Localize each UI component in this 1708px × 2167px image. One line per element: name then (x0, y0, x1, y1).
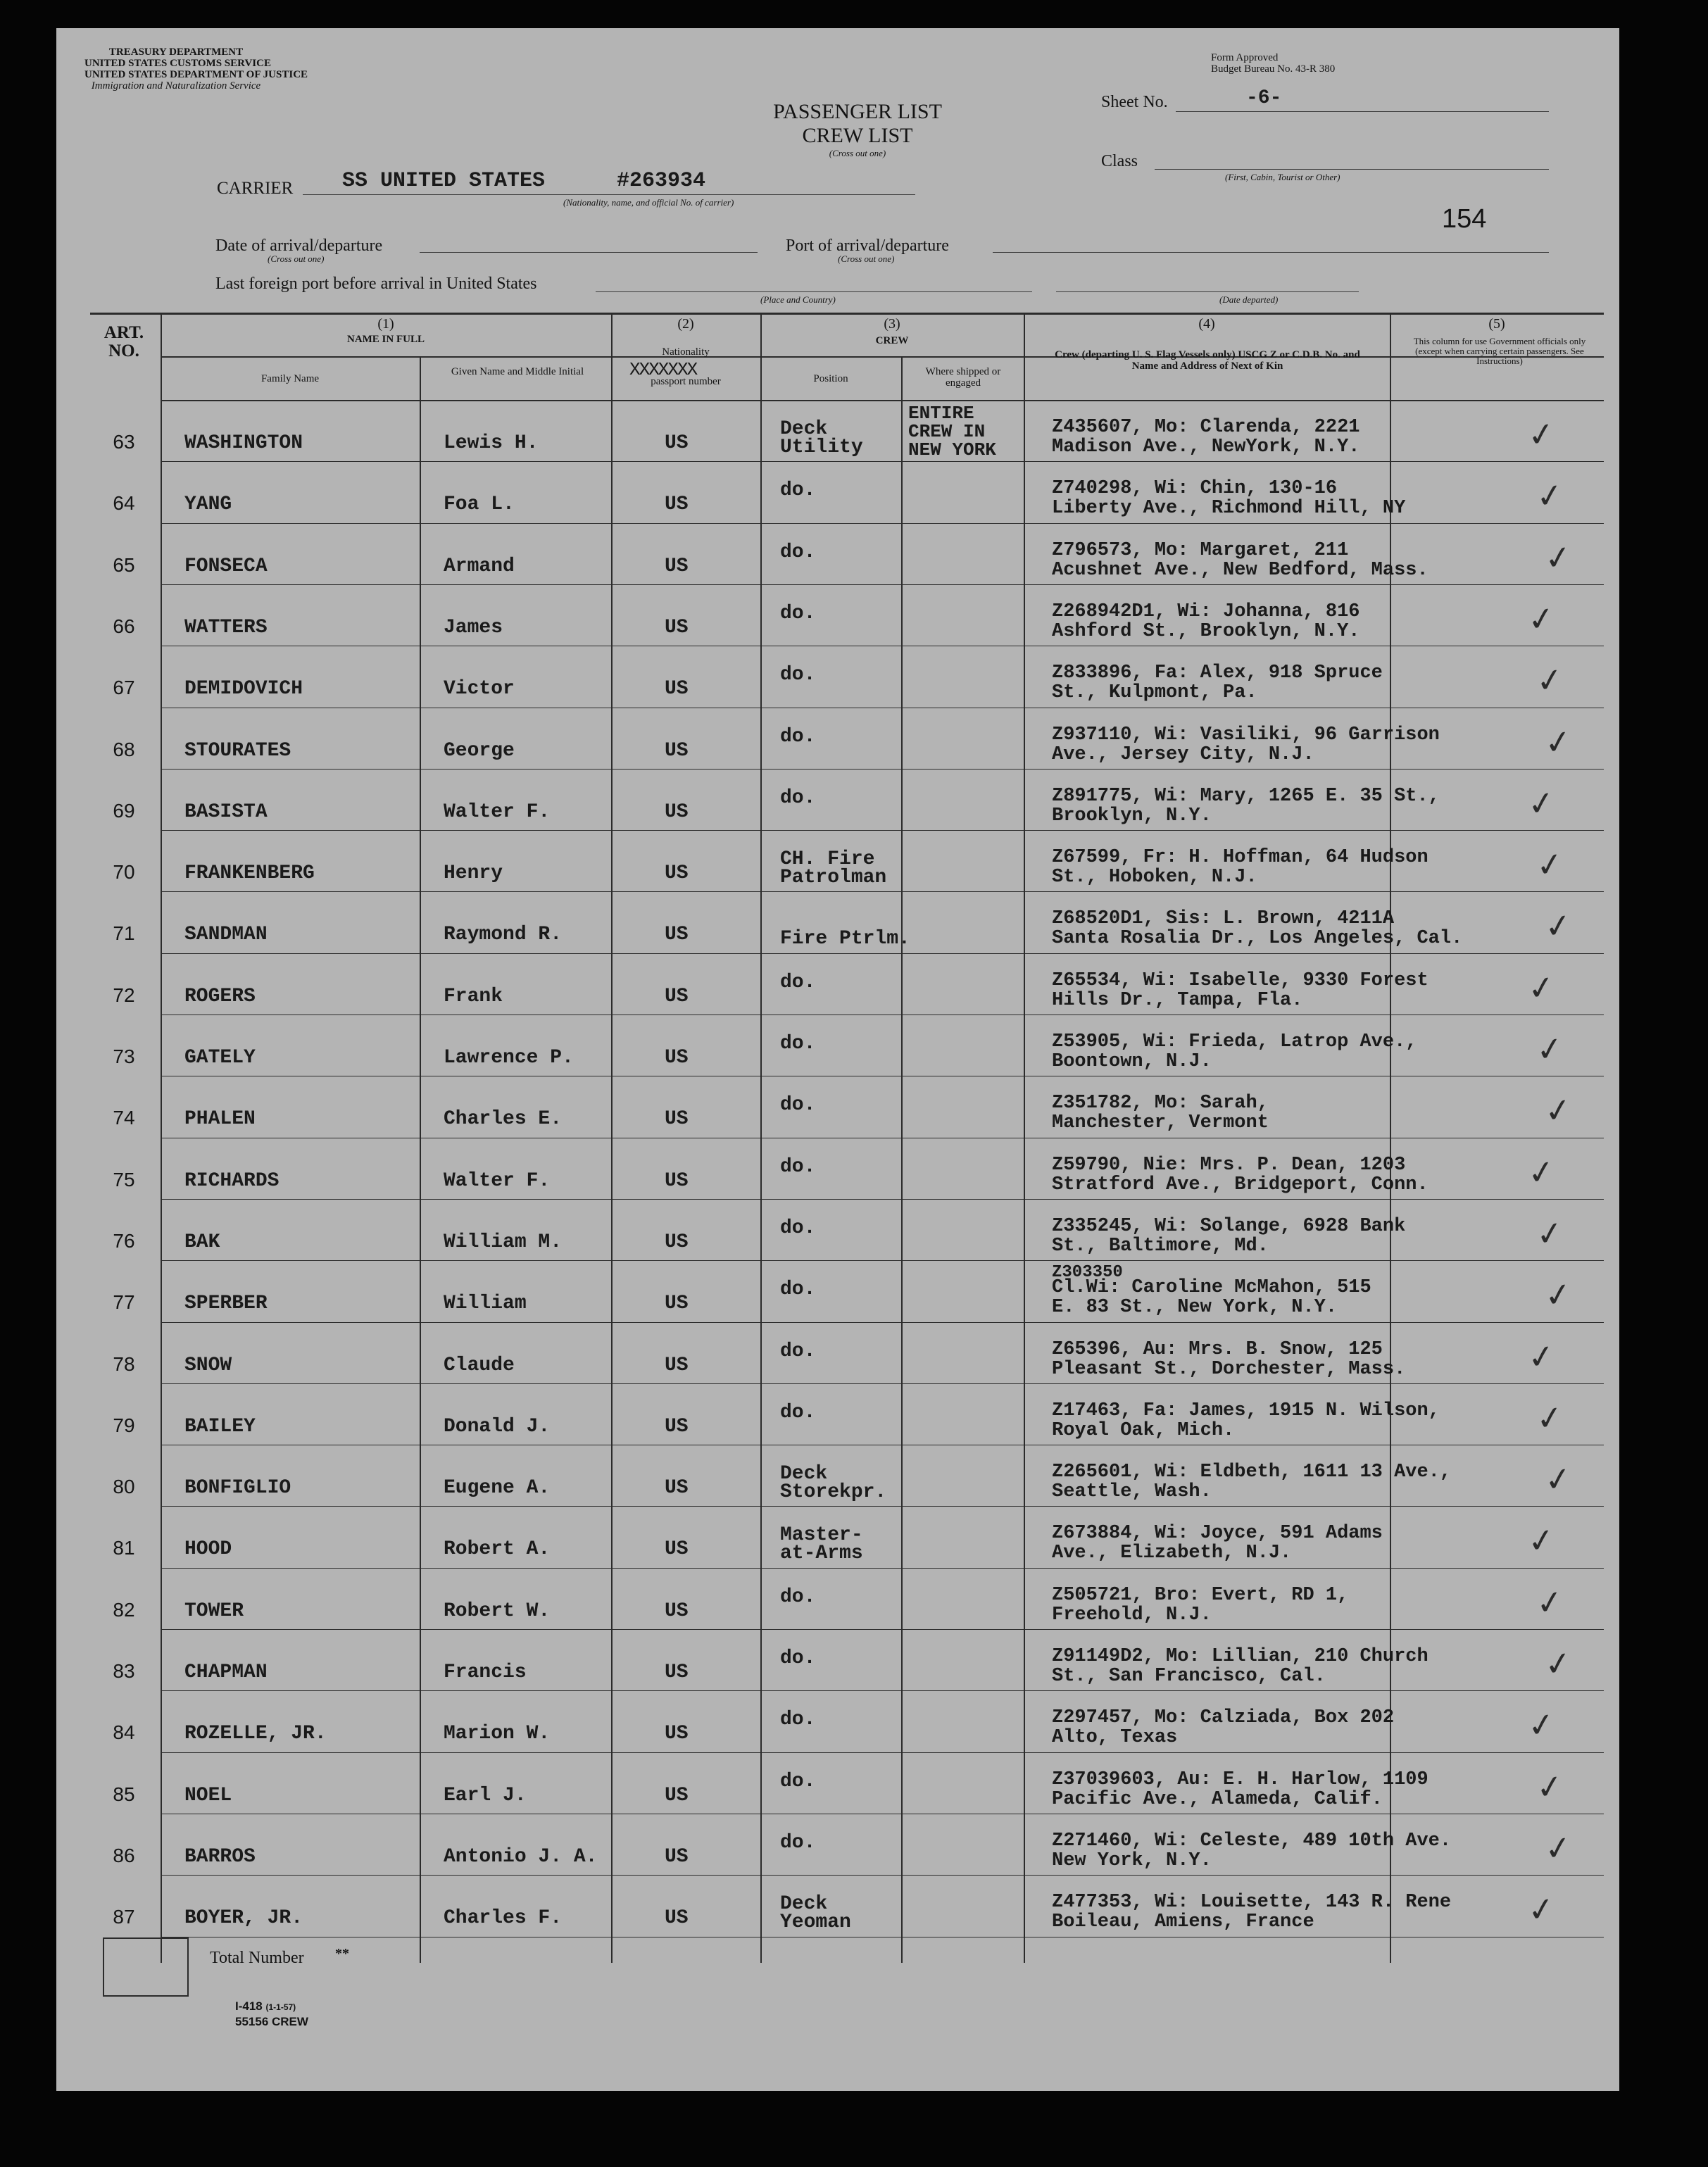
kin-struck-number: Z303350 (1052, 1263, 1123, 1283)
nationality: US (665, 1169, 689, 1192)
next-of-kin-address: Seattle, Wash. (1052, 1481, 1212, 1503)
art-no: 83 (113, 1660, 135, 1682)
art-no: 82 (113, 1598, 135, 1621)
family-name: SPERBER (184, 1293, 268, 1315)
art-no: 79 (113, 1414, 135, 1436)
next-of-kin: Z53905, Wi: Frieda, Latrop Ave., (1052, 1031, 1417, 1053)
nationality: US (665, 1477, 689, 1500)
position: do. (780, 1585, 816, 1608)
nationality: US (665, 1600, 689, 1622)
nationality: US (665, 862, 689, 885)
next-of-kin: Cl.Wi: Caroline McMahon, 515 (1052, 1277, 1371, 1299)
nationality: US (665, 678, 689, 701)
family-name: DEMIDOVICH (184, 678, 303, 701)
nationality: US (665, 1784, 689, 1807)
entire-crew-line: ENTIRE (908, 403, 974, 424)
next-of-kin-address: Pleasant St., Dorchester, Mass. (1052, 1358, 1406, 1380)
form-date: (1-1-57) (265, 2002, 296, 2012)
col-rule-given (420, 358, 421, 1963)
position: do. (780, 725, 816, 748)
date-departed-line (1056, 291, 1359, 292)
col3-num: (3) (884, 316, 900, 332)
nationality: US (665, 1662, 689, 1683)
nationality: US (665, 555, 689, 577)
position-line2: Fire Ptrlm. (780, 928, 910, 950)
crew-header: CREW (875, 335, 909, 346)
art-no: 76 (113, 1229, 135, 1252)
col-rule-where (901, 358, 903, 1963)
row-rule (161, 1690, 1604, 1691)
art-no: 85 (113, 1783, 135, 1805)
check-mark-icon: ✓ (1525, 1519, 1558, 1562)
next-of-kin: Z477353, Wi: Louisette, 143 R. Rene (1052, 1892, 1452, 1914)
family-name: WATTERS (184, 616, 268, 639)
cross-out-hint: (Cross out one) (829, 148, 886, 158)
check-mark-icon: ✓ (1525, 413, 1558, 456)
check-mark-icon: ✓ (1525, 782, 1558, 824)
nationality: US (665, 432, 689, 454)
given-name: Robert W. (444, 1600, 551, 1622)
nationality: US (665, 924, 689, 946)
agency-line: UNITED STATES CUSTOMS SERVICE (84, 58, 271, 69)
position-line2: Storekpr. (780, 1481, 887, 1504)
nationality: US (665, 1231, 689, 1253)
row-rule (161, 1629, 1604, 1630)
given-name: Antonio J. A. (444, 1845, 598, 1868)
nationality: US (665, 616, 689, 639)
position: do. (780, 1279, 816, 1301)
nationality: US (665, 1415, 689, 1438)
next-of-kin: Z351782, Mo: Sarah, (1052, 1093, 1269, 1114)
col2-num: (2) (677, 316, 694, 332)
family-name: STOURATES (184, 739, 291, 762)
check-mark-icon: ✓ (1533, 1028, 1566, 1070)
next-of-kin: Z17463, Fa: James, 1915 N. Wilson, (1052, 1400, 1440, 1421)
art-no: 87 (113, 1906, 135, 1928)
col1-title: NAME IN FULL (346, 334, 425, 345)
check-mark-icon: ✓ (1525, 967, 1558, 1009)
art-no: 78 (113, 1352, 135, 1375)
nationality: US (665, 1723, 689, 1745)
position: do. (780, 1155, 816, 1178)
row-rule (161, 891, 1604, 892)
art-no: 70 (113, 861, 135, 884)
family-name-header: Family Name (260, 373, 320, 384)
next-of-kin: Z796573, Mo: Margaret, 211 (1052, 539, 1349, 561)
next-of-kin-address: Pacific Ave., Alameda, Calif. (1052, 1788, 1383, 1810)
date-departed-hint: (Date departed) (1219, 294, 1279, 305)
check-mark-icon: ✓ (1542, 1089, 1575, 1131)
next-of-kin-address: New York, N.Y. (1052, 1849, 1212, 1871)
row-rule (161, 1383, 1604, 1384)
family-name: PHALEN (184, 1108, 256, 1131)
nationality-header: Nationality (662, 346, 710, 358)
row-rule (161, 1568, 1604, 1569)
next-of-kin-address: Santa Rosalia Dr., Los Angeles, Cal. (1052, 928, 1463, 950)
next-of-kin-address: Liberty Ave., Richmond Hill, NY (1052, 498, 1406, 520)
given-name: Claude (444, 1354, 515, 1376)
last-port-label: Last foreign port before arrival in United States (215, 275, 537, 293)
agency-line: TREASURY DEPARTMENT (108, 46, 244, 58)
check-mark-icon: ✓ (1525, 1336, 1558, 1377)
nationality: US (665, 1354, 689, 1376)
family-name: CHAPMAN (184, 1662, 268, 1683)
next-of-kin-address: Freehold, N.J. (1052, 1604, 1212, 1626)
nationality: US (665, 1108, 689, 1131)
date-line (420, 252, 758, 253)
given-name: Earl J. (444, 1784, 527, 1807)
form-approved (1211, 52, 1335, 75)
row-rule (161, 1875, 1604, 1876)
position: Master- (780, 1524, 863, 1547)
position: do. (780, 786, 816, 809)
next-of-kin-address: Ashford St., Brooklyn, N.Y. (1052, 620, 1360, 642)
family-name: HOOD (184, 1538, 232, 1561)
next-of-kin: Z335245, Wi: Solange, 6928 Bank (1052, 1215, 1406, 1237)
position: do. (780, 1831, 816, 1854)
art-no: 68 (113, 738, 135, 760)
check-mark-icon: ✓ (1525, 1888, 1558, 1930)
total-box (103, 1937, 189, 1997)
row-rule (161, 1199, 1604, 1200)
next-of-kin-address: Madison Ave., NewYork, N.Y. (1052, 436, 1360, 458)
art-no-header: ART. NO. (103, 323, 144, 360)
check-mark-icon: ✓ (1542, 1458, 1575, 1500)
col1-num: (1) (377, 316, 394, 332)
nationality: US (665, 1047, 689, 1069)
nationality: US (665, 985, 689, 1007)
port-hint: (Cross out one) (838, 253, 895, 264)
art-no: 80 (113, 1476, 135, 1498)
nationality: US (665, 1538, 689, 1561)
family-name: YANG (184, 494, 232, 516)
check-mark-icon: ✓ (1542, 905, 1575, 947)
col-rule-crew (760, 314, 762, 1963)
nationality: US (665, 739, 689, 762)
given-name: Robert A. (444, 1538, 551, 1561)
next-of-kin: Z937110, Wi: Vasiliki, 96 Garrison (1052, 724, 1440, 746)
next-of-kin: Z740298, Wi: Chin, 130-16 (1052, 478, 1338, 500)
art-no: 77 (113, 1291, 135, 1314)
position: do. (780, 1340, 816, 1362)
col5-num: (5) (1488, 316, 1505, 332)
art-no: 75 (113, 1168, 135, 1191)
given-name: Lewis H. (444, 432, 539, 454)
row-rule (161, 830, 1604, 831)
next-of-kin-address: Brooklyn, N.Y. (1052, 805, 1212, 827)
page-number: 154 (1442, 204, 1487, 234)
given-name: Charles F. (444, 1907, 563, 1930)
art-no: 81 (113, 1537, 135, 1559)
given-name: Victor (444, 678, 515, 701)
next-of-kin: Z91149D2, Mo: Lillian, 210 Church (1052, 1646, 1428, 1667)
art-no: 66 (113, 615, 135, 637)
sheet-value: -6- (1246, 87, 1282, 109)
form-approved-line: Budget Bureau No. 43-R 380 (1211, 63, 1336, 75)
row-rule (161, 1322, 1604, 1323)
where-shipped-header: Where shipped or engaged (925, 366, 1001, 389)
next-of-kin: Z37039603, Au: E. H. Harlow, 1109 (1052, 1769, 1428, 1790)
form-code: 55156 CREW (235, 2015, 308, 2028)
next-of-kin-address: Ave., Elizabeth, N.J. (1052, 1543, 1292, 1564)
agency-line: UNITED STATES DEPARTMENT OF JUSTICE (84, 69, 308, 80)
check-mark-icon: ✓ (1542, 721, 1575, 762)
col4-num: (4) (1198, 316, 1215, 332)
position: do. (780, 1033, 816, 1055)
last-port-line (596, 291, 1032, 292)
art-no: 71 (113, 922, 135, 945)
col5-title: This column for use Government officials only (except when carrying certain passengers. See Instructions) (1413, 336, 1586, 366)
family-name: SANDMAN (184, 924, 268, 946)
row-rule (161, 584, 1604, 585)
carrier-hint: (Nationality, name, and official No. of carrier) (563, 197, 734, 208)
port-line (993, 252, 1549, 253)
family-name: GATELY (184, 1047, 256, 1069)
title-passenger: PASSENGER LIST (773, 100, 942, 123)
form-approved-line: Form Approved (1211, 52, 1279, 63)
row-rule (161, 769, 1604, 770)
nationality: US (665, 1907, 689, 1930)
position: Deck (780, 1463, 828, 1486)
check-mark-icon: ✓ (1533, 1766, 1566, 1808)
row-rule (161, 523, 1604, 524)
position: Deck (780, 1893, 828, 1916)
next-of-kin: Z67599, Fr: H. Hoffman, 64 Hudson (1052, 847, 1428, 869)
art-no: 64 (113, 492, 135, 515)
carrier-value: SS UNITED STATES (342, 169, 546, 193)
sheet-line (1176, 111, 1549, 112)
next-of-kin: Z673884, Wi: Joyce, 591 Adams (1052, 1523, 1383, 1545)
form-number (235, 1999, 296, 2014)
check-mark-icon: ✓ (1533, 475, 1566, 517)
next-of-kin-address: Stratford Ave., Bridgeport, Conn. (1052, 1174, 1428, 1195)
given-name: Foa L. (444, 494, 515, 516)
row-rule (161, 1506, 1604, 1507)
position: do. (780, 1217, 816, 1239)
nationality: US (665, 1293, 689, 1315)
check-mark-icon: ✓ (1533, 1212, 1566, 1255)
next-of-kin: Z68520D1, Sis: L. Brown, 4211A (1052, 908, 1395, 930)
given-name: Henry (444, 862, 503, 885)
passport-header: passport number (651, 376, 721, 387)
family-name: BOYER, JR. (184, 1907, 303, 1930)
place-hint: (Place and Country) (760, 294, 836, 305)
check-mark-icon: ✓ (1525, 1151, 1558, 1193)
row-rule (161, 1260, 1604, 1261)
carrier-label: CARRIER (217, 179, 294, 198)
check-mark-icon: ✓ (1533, 1581, 1566, 1623)
family-name: ROZELLE, JR. (184, 1723, 327, 1745)
next-of-kin-address: E. 83 St., New York, N.Y. (1052, 1297, 1338, 1319)
given-name: Donald J. (444, 1415, 551, 1438)
carrier-line (303, 194, 915, 195)
carrier-number: #263934 (617, 169, 706, 193)
check-mark-icon: ✓ (1525, 1704, 1558, 1746)
check-mark-icon: ✓ (1533, 1397, 1566, 1439)
agency-block (84, 46, 308, 92)
position-header: Position (813, 373, 848, 384)
check-mark-icon: ✓ (1542, 536, 1575, 579)
position-line2: Yeoman (780, 1911, 851, 1934)
col-rule-kin (1024, 314, 1025, 1963)
next-of-kin-address: Ave., Jersey City, N.J. (1052, 743, 1314, 765)
class-line (1155, 169, 1549, 170)
next-of-kin-address: Acushnet Ave., New Bedford, Mass. (1052, 559, 1428, 581)
given-name: Francis (444, 1662, 527, 1683)
given-name: Charles E. (444, 1108, 563, 1131)
family-name: TOWER (184, 1600, 244, 1622)
next-of-kin-address: Hills Dr., Tampa, Fla. (1052, 989, 1303, 1011)
next-of-kin-address: St., Baltimore, Md. (1052, 1235, 1269, 1257)
art-no: 72 (113, 984, 135, 1006)
next-of-kin-address: Boileau, Amiens, France (1052, 1911, 1314, 1933)
next-of-kin: Z59790, Nie: Mrs. P. Dean, 1203 (1052, 1154, 1406, 1176)
family-name: BAK (184, 1231, 220, 1253)
next-of-kin: Z268942D1, Wi: Johanna, 816 (1052, 601, 1360, 622)
position-line2: Patrolman (780, 867, 887, 889)
next-of-kin: Z435607, Mo: Clarenda, 2221 (1052, 417, 1360, 438)
crew-list-form (56, 28, 1619, 2091)
position: do. (780, 1709, 816, 1731)
header-bottom-rule (161, 400, 1604, 401)
position: do. (780, 1401, 816, 1424)
next-of-kin: Z265601, Wi: Eldbeth, 1611 13 Ave., (1052, 1462, 1452, 1483)
nationality: US (665, 1845, 689, 1868)
next-of-kin-address: Manchester, Vermont (1052, 1112, 1269, 1134)
next-of-kin: Z891775, Wi: Mary, 1265 E. 35 St., (1052, 785, 1440, 807)
family-name: FRANKENBERG (184, 862, 315, 885)
family-name: BARROS (184, 1845, 256, 1868)
art-no: 74 (113, 1107, 135, 1129)
total-label: Total Number (210, 1949, 304, 1967)
art-no: 69 (113, 799, 135, 822)
class-hint: (First, Cabin, Tourist or Other) (1225, 172, 1340, 182)
given-name: Marion W. (444, 1723, 551, 1745)
row-rule (161, 953, 1604, 954)
position-line2: at-Arms (780, 1543, 863, 1565)
given-name: Walter F. (444, 1169, 551, 1192)
position: CH. Fire (780, 848, 875, 871)
family-name: RICHARDS (184, 1169, 280, 1192)
struck-text: XXXXXXX (629, 359, 697, 380)
col4-title: Crew (departing U. S. Flag Vessels only) USCG Z or C.D.B. No. and Name and Address of Next of Kin (1055, 349, 1360, 372)
row-rule (161, 461, 1604, 462)
subheader-rule (161, 356, 1604, 358)
family-name: SNOW (184, 1354, 232, 1376)
family-name: BASISTA (184, 800, 268, 823)
art-no: 73 (113, 1045, 135, 1067)
given-name: Raymond R. (444, 924, 563, 946)
date-hint: (Cross out one) (268, 253, 325, 264)
next-of-kin: Z65534, Wi: Isabelle, 9330 Forest (1052, 969, 1428, 991)
row-rule (161, 1752, 1604, 1753)
family-name: BONFIGLIO (184, 1477, 291, 1500)
next-of-kin-address: Alto, Texas (1052, 1727, 1178, 1749)
next-of-kin-address: Boontown, N.J. (1052, 1051, 1212, 1072)
check-mark-icon: ✓ (1533, 659, 1566, 701)
given-name-header: Given Name and Middle Initial (451, 366, 584, 377)
check-mark-icon: ✓ (1533, 843, 1566, 886)
entire-crew-line: NEW YORK (908, 439, 996, 460)
given-name: Eugene A. (444, 1477, 551, 1500)
table-top-rule (90, 313, 1604, 315)
art-no: 86 (113, 1844, 135, 1866)
given-name: William M. (444, 1231, 563, 1253)
position: do. (780, 1094, 816, 1117)
family-name: FONSECA (184, 555, 268, 577)
check-mark-icon: ✓ (1542, 1827, 1575, 1869)
position-line2: Utility (780, 436, 863, 458)
entire-crew-note (908, 404, 996, 459)
position: do. (780, 1770, 816, 1792)
next-of-kin-address: Royal Oak, Mich. (1052, 1419, 1235, 1441)
form-number-text: I-418 (235, 1999, 263, 2013)
art-no: 84 (113, 1721, 135, 1744)
next-of-kin-address: St., Hoboken, N.J. (1052, 867, 1257, 888)
given-name: Walter F. (444, 800, 551, 823)
family-name: BAILEY (184, 1415, 256, 1438)
col-rule-nat (611, 314, 613, 1963)
class-label: Class (1101, 152, 1138, 170)
agency-line: Immigration and Naturalization Service (91, 80, 261, 92)
family-name: WASHINGTON (184, 432, 303, 454)
col-rule-name (161, 314, 162, 1963)
position: do. (780, 541, 816, 563)
title-crew: CREW LIST (802, 124, 913, 147)
given-name: William (444, 1293, 527, 1315)
position: do. (780, 664, 816, 686)
family-name: NOEL (184, 1784, 232, 1807)
next-of-kin-address: St., San Francisco, Cal. (1052, 1666, 1326, 1687)
given-name: Frank (444, 985, 503, 1007)
given-name: Lawrence P. (444, 1047, 574, 1069)
given-name: Armand (444, 555, 515, 577)
next-of-kin: Z297457, Mo: Calziada, Box 202 (1052, 1707, 1395, 1729)
check-mark-icon: ✓ (1542, 1274, 1575, 1316)
date-label: Date of arrival/departure (215, 237, 383, 255)
sheet-label: Sheet No. (1101, 93, 1168, 111)
position: do. (780, 602, 816, 624)
position: do. (780, 971, 816, 993)
next-of-kin-address: St., Kulpmont, Pa. (1052, 682, 1257, 704)
position: do. (780, 1647, 816, 1669)
next-of-kin: Z505721, Bro: Evert, RD 1, (1052, 1584, 1349, 1606)
position: do. (780, 479, 816, 502)
position: Deck (780, 418, 828, 440)
total-mark: ** (335, 1946, 349, 1961)
art-no: 67 (113, 677, 135, 699)
art-no: 65 (113, 553, 135, 576)
next-of-kin: Z833896, Fa: Alex, 918 Spruce (1052, 662, 1383, 684)
given-name: George (444, 739, 515, 762)
check-mark-icon: ✓ (1525, 598, 1558, 640)
nationality: US (665, 494, 689, 516)
next-of-kin: Z271460, Wi: Celeste, 489 10th Ave. (1052, 1830, 1452, 1852)
given-name: James (444, 616, 503, 639)
next-of-kin: Z65396, Au: Mrs. B. Snow, 125 (1052, 1338, 1383, 1360)
art-no: 63 (113, 431, 135, 453)
nationality: US (665, 800, 689, 823)
check-mark-icon: ✓ (1542, 1642, 1575, 1685)
entire-crew-line: CREW IN (908, 421, 986, 442)
family-name: ROGERS (184, 985, 256, 1007)
port-label: Port of arrival/departure (786, 237, 949, 255)
